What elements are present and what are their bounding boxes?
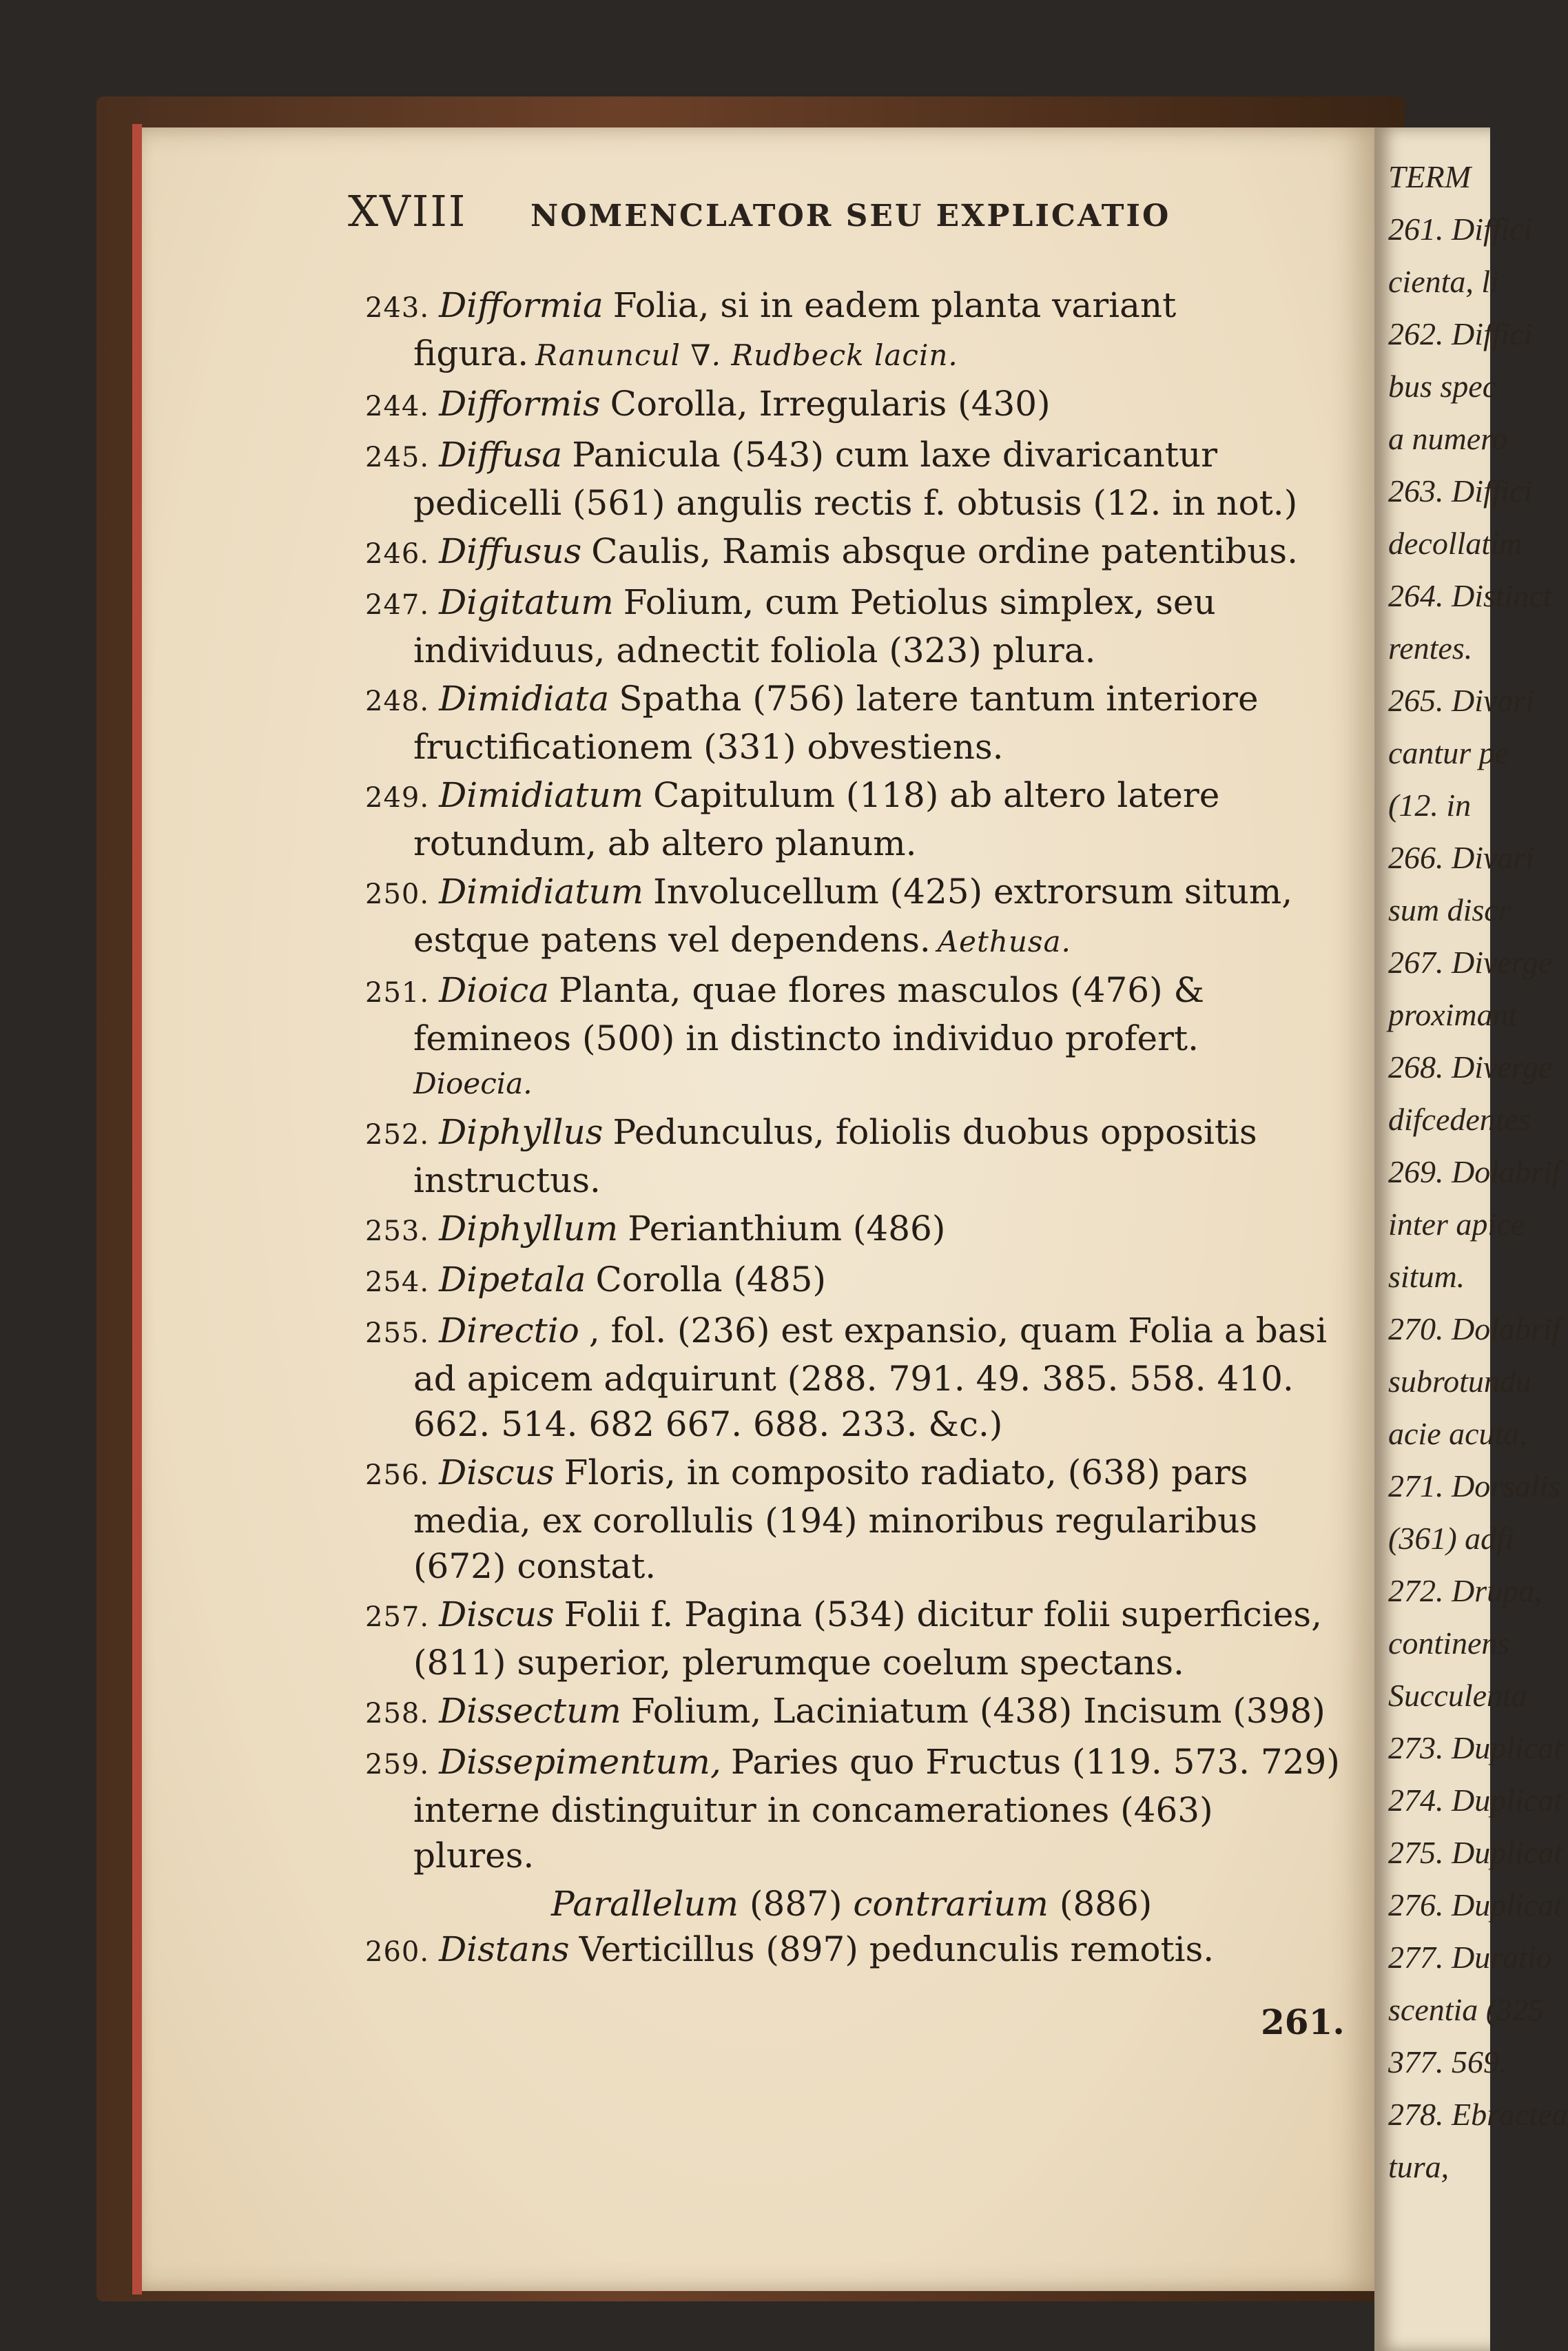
entry-definition: Spatha (756) latere tantum interiore fructificationem (331) obvestiens. bbox=[413, 679, 1259, 767]
entry-number: 257. bbox=[365, 1601, 430, 1633]
facing-page-line: 264. Distinct bbox=[1388, 578, 1552, 613]
entry-definition: Folii f. Pagina (534) dicitur folii superficies, (811) superior, plerumque coelum spectans. bbox=[413, 1594, 1322, 1683]
facing-page-line: 265. Divari bbox=[1388, 683, 1535, 718]
entry-definition: Perianthium (486) bbox=[628, 1209, 946, 1249]
entry-definition: Verticillus (897) pedunculis remotis. bbox=[579, 1929, 1215, 1969]
entry-definition: Pedunculus, foliolis duobus oppositis instructus. bbox=[413, 1112, 1257, 1200]
glossary-entry bbox=[365, 1450, 1343, 1589]
facing-page-line: cienta, li bbox=[1388, 264, 1499, 299]
glossary-entry bbox=[365, 283, 1343, 378]
entry-term: Dimidiata bbox=[439, 679, 610, 719]
entry-term: Dissepimentum, bbox=[439, 1742, 721, 1782]
facing-page-line: 262. Diffici bbox=[1388, 316, 1533, 351]
glossary-entry bbox=[365, 381, 1343, 429]
entry-term: Digitatum bbox=[439, 582, 614, 622]
facing-page-line: decollatim bbox=[1388, 526, 1523, 561]
glossary-entry bbox=[365, 1109, 1343, 1203]
glossary-entry bbox=[365, 579, 1343, 673]
entry-definition: Corolla (485) bbox=[595, 1260, 826, 1300]
facing-page-line: situm. bbox=[1388, 1259, 1465, 1294]
entry-number: 248. bbox=[365, 686, 430, 717]
entry-number: 245. bbox=[365, 442, 430, 473]
entry-definition: Floris, in composito radiato, (638) pars media, ex corollulis (194) minoribus regularibus (672) constat. bbox=[413, 1452, 1258, 1586]
entry-number: 247. bbox=[365, 589, 430, 621]
facing-page-line: 273. Duplicat bbox=[1388, 1730, 1562, 1765]
entry-definition: Corolla, Irregularis (430) bbox=[610, 384, 1051, 424]
subline-part: contrarium bbox=[853, 1884, 1060, 1924]
glossary-entry bbox=[365, 967, 1343, 1107]
entry-term: Diffusus bbox=[439, 531, 582, 571]
entry-number: 260. bbox=[365, 1936, 430, 1968]
glossary-entry bbox=[365, 432, 1343, 526]
entry-term: Dioica bbox=[439, 970, 550, 1010]
entry-number: 259. bbox=[365, 1749, 430, 1780]
facing-page-line: subrotundu bbox=[1388, 1364, 1531, 1399]
facing-page-line: rentes. bbox=[1388, 630, 1473, 666]
entry-definition: Capitulum (118) ab altero latere rotundum, ab altero planum. bbox=[413, 775, 1220, 863]
facing-page-line: a numero bbox=[1388, 421, 1508, 456]
facing-page-line: 272. Drupa, bbox=[1388, 1573, 1543, 1608]
glossary-entry bbox=[365, 772, 1343, 866]
facing-page-line: TERM bbox=[1388, 159, 1472, 194]
folio-number: XVIII bbox=[348, 186, 467, 236]
entry-term: Diffusa bbox=[439, 435, 563, 475]
entry-number: 244. bbox=[365, 391, 430, 422]
entry-term: Directio bbox=[439, 1311, 579, 1351]
facing-page-fragment bbox=[1374, 127, 1568, 2351]
entry-number: 246. bbox=[365, 538, 430, 570]
entry-definition: Caulis, Ramis absque ordine patentibus. bbox=[591, 531, 1298, 571]
entry-example: Dioecia. bbox=[413, 1067, 533, 1100]
facing-page-line: (12. in bbox=[1388, 788, 1472, 823]
glossary-entry bbox=[365, 528, 1343, 577]
entry-term: Discus bbox=[439, 1594, 555, 1634]
facing-page-line: 263. Diffici bbox=[1388, 473, 1533, 509]
facing-page-line: 270. Dolabrif bbox=[1388, 1311, 1561, 1346]
facing-page-line: 277. Duratio bbox=[1388, 1940, 1552, 1975]
glossary-entry bbox=[365, 1739, 1343, 1878]
entry-term: Diphyllum bbox=[439, 1209, 619, 1249]
facing-page-line: 278. Ebractea bbox=[1388, 2097, 1568, 2132]
facing-page-line: inter apice bbox=[1388, 1207, 1525, 1242]
entry-term: Dipetala bbox=[439, 1260, 586, 1300]
entry-term: Difformis bbox=[439, 384, 601, 424]
facing-page-line: 269. Dolabrif bbox=[1388, 1154, 1561, 1189]
entry-definition: Folium, cum Petiolus simplex, seu individuus, adnectit foliola (323) plura. bbox=[413, 582, 1216, 670]
entry-number: 249. bbox=[365, 782, 430, 814]
subline-part: (886) bbox=[1059, 1884, 1153, 1924]
entry-term: Difformia bbox=[439, 285, 604, 325]
facing-page-line: 267. Diverge bbox=[1388, 945, 1553, 980]
glossary-entry bbox=[365, 1308, 1343, 1447]
entry-term: Dissectum bbox=[439, 1691, 621, 1731]
entry-definition: Folia, si in eadem planta variant figura. bbox=[413, 285, 1177, 373]
entry-number: 243. bbox=[365, 292, 430, 324]
facing-page-line: 275. Duplicat bbox=[1388, 1835, 1562, 1870]
entry-subline bbox=[365, 1881, 1343, 1927]
glossary-entry bbox=[365, 1206, 1343, 1254]
glossary-entry bbox=[365, 1592, 1343, 1685]
entry-term: Distans bbox=[439, 1929, 570, 1969]
facing-page-line: tura, bbox=[1388, 2149, 1450, 2184]
glossary-entry bbox=[365, 1927, 1343, 1975]
running-title: NOMENCLATOR SEU EXPLICATIO bbox=[530, 198, 1171, 234]
entry-number: 250. bbox=[365, 879, 430, 910]
entry-definition: Planta, quae flores masculos (476) & femineos (500) in distincto individuo profert. bbox=[413, 970, 1204, 1058]
entry-definition: Involucellum (425) extrorsum situm, estque patens vel dependens. bbox=[413, 872, 1293, 960]
facing-page-line: 274. Duplicat bbox=[1388, 1783, 1562, 1818]
entry-number: 255. bbox=[365, 1317, 430, 1349]
glossary-entry bbox=[365, 1688, 1343, 1736]
facing-page-line: 276. Duplicat bbox=[1388, 1887, 1562, 1922]
facing-page-line: 268. Diverge bbox=[1388, 1049, 1553, 1085]
entry-number: 258. bbox=[365, 1698, 430, 1729]
entry-definition: Paries quo Fructus (119. 573. 729) interne distinguitur in concamerationes (463) plures. bbox=[413, 1742, 1340, 1876]
glossary-entry bbox=[365, 676, 1343, 770]
entry-definition: Folium, Laciniatum (438) Incisum (398) bbox=[630, 1691, 1325, 1731]
facing-page-line: cantur pe bbox=[1388, 735, 1509, 770]
entry-example: Aethusa. bbox=[937, 925, 1071, 958]
facing-page-line: bus spec bbox=[1388, 369, 1497, 404]
entry-term: Dimidiatum bbox=[439, 775, 644, 815]
facing-page-line: acie acuta, bbox=[1388, 1416, 1527, 1451]
facing-page-line: (361) adfi bbox=[1388, 1521, 1514, 1556]
entry-term: Discus bbox=[439, 1452, 555, 1492]
glossary-entries bbox=[365, 283, 1343, 1978]
subline-part: Parallelum bbox=[551, 1884, 750, 1924]
entry-term: Dimidiatum bbox=[439, 872, 644, 912]
entry-number: 251. bbox=[365, 977, 430, 1009]
facing-page-line: difcedentes bbox=[1388, 1102, 1531, 1137]
entry-number: 254. bbox=[365, 1266, 430, 1298]
subline-part: (887) bbox=[750, 1884, 854, 1924]
facing-page-line: 266. Divari bbox=[1388, 840, 1535, 875]
facing-page-line: 271. Dorsalis bbox=[1388, 1468, 1561, 1503]
catchword: 261. bbox=[1261, 2002, 1345, 2042]
facing-page-line: scentia (325 bbox=[1388, 1992, 1545, 2027]
facing-page-line: 377. 569. bbox=[1388, 2044, 1507, 2080]
entry-example: Ranuncul ∇. Rudbeck lacin. bbox=[535, 338, 958, 372]
entry-number: 252. bbox=[365, 1119, 430, 1151]
facing-page-line: proximant bbox=[1388, 997, 1518, 1032]
facing-page-line: sum discr bbox=[1388, 892, 1511, 927]
facing-page-line: continens bbox=[1388, 1625, 1510, 1661]
entry-number: 253. bbox=[365, 1215, 430, 1247]
facing-page-line: Succulenta bbox=[1388, 1678, 1527, 1713]
entry-term: Diphyllus bbox=[439, 1112, 604, 1152]
facing-page-line: 261. Diffici bbox=[1388, 212, 1533, 247]
glossary-entry bbox=[365, 1257, 1343, 1305]
entry-number: 256. bbox=[365, 1459, 430, 1491]
page-edge-red bbox=[132, 124, 142, 2294]
entry-definition: , fol. (236) est expansio, quam Folia a basi ad apicem adquirunt (288. 791. 49. 385. 558. 410. 662. 514. 682 667. 688. 233. &c.) bbox=[413, 1311, 1328, 1444]
page-header bbox=[348, 186, 1299, 248]
glossary-entry bbox=[365, 869, 1343, 965]
entry-definition: Panicula (543) cum laxe divaricantur pedicelli (561) angulis rectis f. obtusis (12. in not.) bbox=[413, 435, 1298, 523]
